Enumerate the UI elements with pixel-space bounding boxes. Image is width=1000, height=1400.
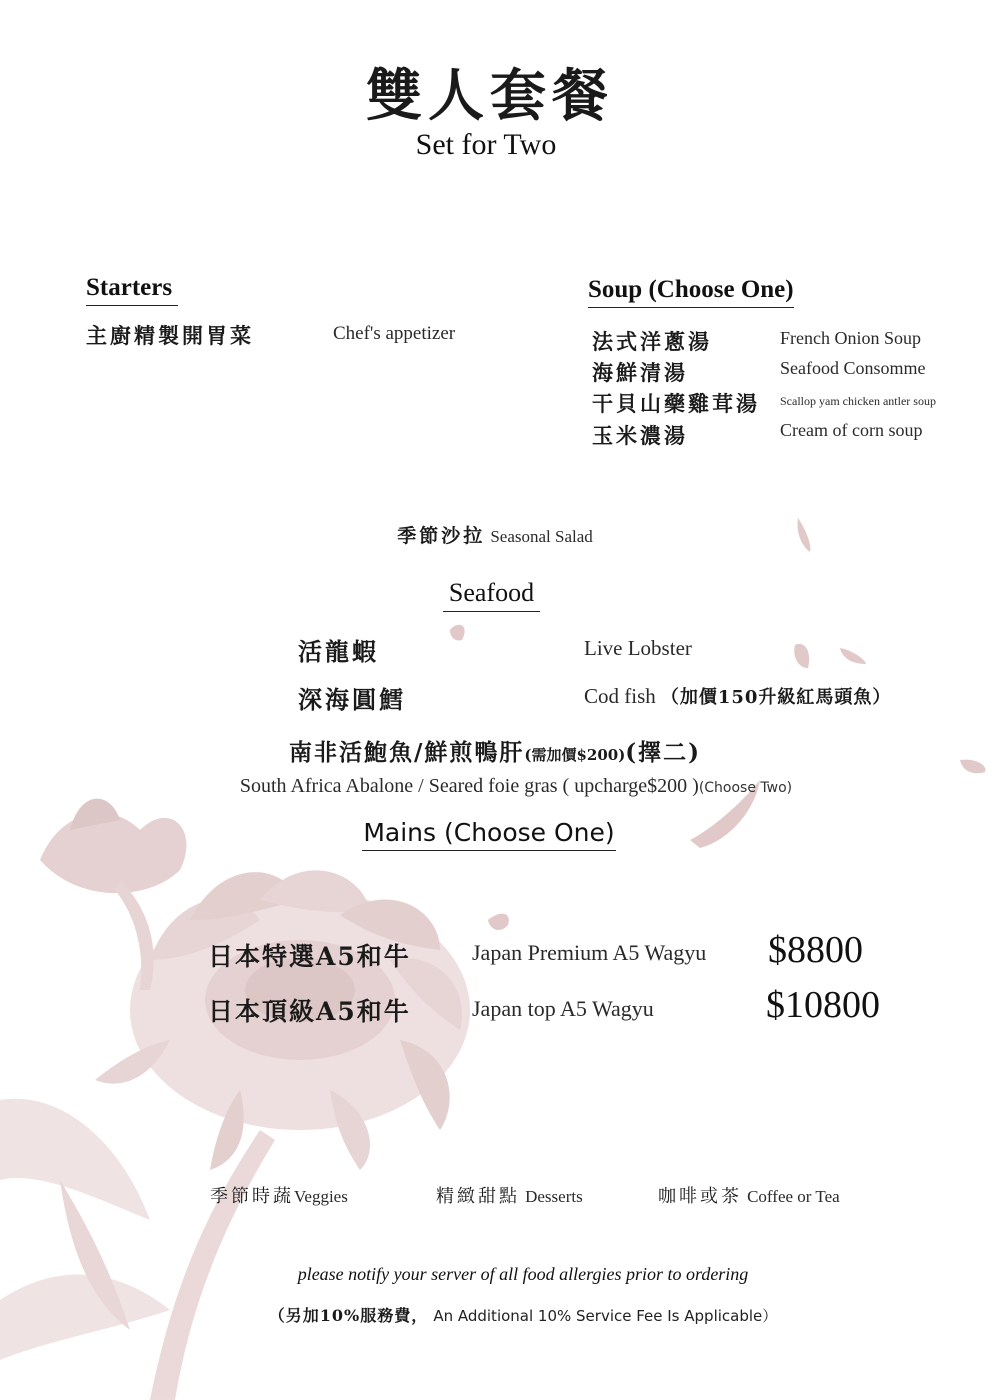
abalone-zh: 南非活鮑魚/鮮煎鴨肝: [288, 739, 525, 766]
soup-heading: Soup (Choose One): [588, 276, 794, 308]
salad-zh: 季節沙拉: [397, 525, 486, 547]
abalone-zh-line: [0, 734, 990, 767]
seafood-item-en: Live Lobster: [584, 636, 692, 660]
abalone-en-line: [0, 775, 1000, 798]
side-item: [436, 1182, 583, 1208]
salad-en: Seasonal Salad: [490, 527, 593, 546]
abalone-zh-choose: (擇二): [625, 739, 702, 766]
soup-item-zh: 干貝山藥雞茸湯: [592, 391, 760, 416]
page-title-en: Set for Two: [415, 128, 557, 161]
starter-item-en: Chef's appetizer: [333, 323, 456, 344]
soup-item-zh: 玉米濃湯: [592, 423, 688, 448]
starters-heading: Starters: [86, 274, 178, 306]
main-item-price: $8800: [768, 929, 863, 971]
side-item-zh: 季節時蔬: [210, 1186, 294, 1207]
page-title-zh: 雙人套餐: [366, 63, 614, 129]
soup-item-zh: 法式洋蔥湯: [592, 329, 712, 354]
abalone-en-choose: (Choose Two): [698, 780, 793, 796]
service-fee-notice: [0, 1303, 1000, 1326]
side-item: [658, 1182, 840, 1208]
side-item-en: Veggies: [294, 1187, 348, 1206]
main-item-en: Japan Premium A5 Wagyu: [472, 940, 707, 965]
seafood-item-zh: 深海圓鱈: [298, 685, 406, 714]
abalone-zh-note: (需加價$200): [524, 746, 626, 764]
abalone-en: South Africa Abalone / Seared foie gras ( upcharge$200 ): [239, 775, 699, 797]
main-item-en: Japan top A5 Wagyu: [472, 996, 654, 1021]
soup-item-en: Cream of corn soup: [780, 420, 923, 440]
mains-heading: Mains (Choose One): [362, 818, 616, 851]
main-item-zh: 日本特選A5和牛: [208, 942, 411, 971]
soup-item-en: French Onion Soup: [780, 328, 921, 348]
seafood-heading-wrap: [443, 578, 540, 612]
main-item-price: $10800: [766, 984, 880, 1026]
soup-item-zh: 海鮮清湯: [592, 360, 688, 385]
seafood-heading: Seafood: [443, 578, 540, 612]
service-fee-en: An Additional 10% Service Fee Is Applicable）: [433, 1307, 778, 1325]
side-item-en: Desserts: [525, 1187, 583, 1206]
service-fee-zh: （另加10%服務費，: [268, 1306, 429, 1325]
seafood-item-zh: 活龍蝦: [298, 637, 379, 666]
allergy-notice: please notify your server of all food allergies prior to ordering: [297, 1264, 749, 1284]
seafood-item-note: （加價150升級紅馬頭魚）: [660, 687, 892, 708]
soup-item-en: Scallop yam chicken antler soup: [780, 394, 936, 408]
starter-item-zh: 主廚精製開胃菜: [86, 323, 254, 348]
side-item: [210, 1182, 348, 1208]
seafood-item-en: Cod fish: [584, 684, 656, 708]
main-item-zh: 日本頂級A5和牛: [208, 997, 411, 1026]
side-item-zh: 咖啡或茶: [658, 1186, 742, 1207]
soup-item-en: Seafood Consomme: [780, 358, 926, 378]
salad-line: [0, 521, 990, 548]
side-item-zh: 精緻甜點: [436, 1186, 520, 1207]
seafood-item-en-line: [584, 683, 891, 709]
side-item-en: Coffee or Tea: [747, 1187, 840, 1206]
